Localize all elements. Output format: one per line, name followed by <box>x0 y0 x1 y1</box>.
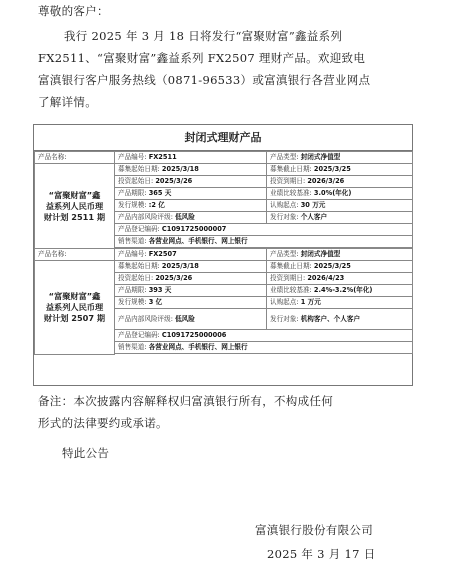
product-code-cell: 产品编号: FX2507 <box>115 249 267 261</box>
raise-start-cell: 募集起始日期: 2025/3/18 <box>115 164 267 176</box>
value-date-cell: 投资起始日: 2025/3/26 <box>115 273 267 285</box>
product-name: “富聚财富”鑫 益系列人民币理 财计划 2511 期 <box>35 164 115 249</box>
intro-line: 富滇银行客户服务热线（0871-96533）或富滇银行各营业网点 <box>38 73 371 87</box>
benchmark-cell: 业绩比较基准: 3.0%(年化) <box>267 188 413 200</box>
product-table-frame <box>33 124 413 386</box>
term-cell: 产品期限: 365 天 <box>115 188 267 200</box>
risk-cell: 产品内部风险评级: 低风险 <box>115 309 267 330</box>
channel-cell: 销售渠道: 各营业网点、手机银行、网上银行 <box>115 342 413 354</box>
table-row <box>35 164 413 176</box>
min-amount-cell: 认购起点: 1 万元 <box>267 297 413 309</box>
product-table <box>34 151 413 355</box>
reg-code-cell: 产品登记编码: C1091725000006 <box>115 330 413 342</box>
table-title: 封闭式理财产品 <box>34 125 412 151</box>
risk-cell: 产品内部风险评级: 低风险 <box>115 212 267 224</box>
target-cell: 发行对象: 机构客户、个人客户 <box>267 309 413 330</box>
target-cell: 发行对象: 个人客户 <box>267 212 413 224</box>
remark-line: 形式的法律要约或承诺。 <box>38 416 168 430</box>
remark-line: 备注：本次披露内容解释权归富滇银行所有，不构成任何 <box>38 394 333 408</box>
table-row <box>35 152 413 164</box>
product-type-cell: 产品类型: 封闭式净值型 <box>267 249 413 261</box>
salutation: 尊敬的客户： <box>38 4 109 18</box>
raise-end-cell: 募集截止日期: 2025/3/25 <box>267 261 413 273</box>
reg-code-cell: 产品登记编码: C1091725000007 <box>115 224 413 236</box>
closing-text: 特此公告 <box>62 446 110 460</box>
min-amount-cell: 认购起点: 30 万元 <box>267 200 413 212</box>
intro-line: FX2511、“富聚财富”鑫益系列 FX2507 理财产品。欢迎致电 <box>38 51 366 65</box>
product-type-cell: 产品类型: 封闭式净值型 <box>267 152 413 164</box>
maturity-cell: 投资到期日: 2026/4/23 <box>267 273 413 285</box>
benchmark-cell: 业绩比较基准: 2.4%-3.2%(年化) <box>267 285 413 297</box>
raise-start-cell: 募集起始日期: 2025/3/18 <box>115 261 267 273</box>
signer-name: 富滇银行股份有限公司 <box>255 523 373 537</box>
spacer-cell <box>115 354 413 355</box>
product-code-cell: 产品编号: FX2511 <box>115 152 267 164</box>
intro-line: 我行 2025 年 3 月 18 日将发行“富聚财富”鑫益系列 <box>64 29 343 43</box>
channel-cell: 销售渠道: 各营业网点、手机银行、网上银行 <box>115 236 413 248</box>
intro-paragraph <box>38 25 416 113</box>
maturity-cell: 投资到期日: 2026/3/26 <box>267 176 413 188</box>
table-row <box>35 249 413 261</box>
scale-cell: 发行规模: :2 亿 <box>115 200 267 212</box>
product-name: “富聚财富”鑫 益系列人民币理 财计划 2507 期 <box>35 261 115 355</box>
product-name-label: 产品名称: <box>35 152 115 164</box>
remark-paragraph <box>38 390 418 434</box>
raise-end-cell: 募集截止日期: 2025/3/25 <box>267 164 413 176</box>
term-cell: 产品期限: 393 天 <box>115 285 267 297</box>
intro-line: 了解详情。 <box>38 95 97 109</box>
scale-cell: 发行规模: 3 亿 <box>115 297 267 309</box>
table-row <box>35 261 413 273</box>
signature-date: 2025 年 3 月 17 日 <box>267 547 376 561</box>
value-date-cell: 投资起始日: 2025/3/26 <box>115 176 267 188</box>
product-name-label: 产品名称: <box>35 249 115 261</box>
